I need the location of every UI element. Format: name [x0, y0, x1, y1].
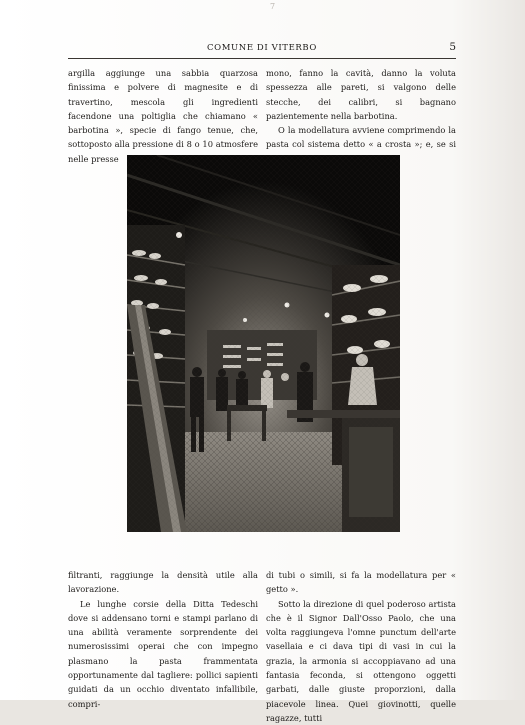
top-left-column — [68, 66, 258, 166]
paragraph: Sotto la direzione di quel poderoso artista che è il Signor Dall'Osso Paolo, che una volta raggiungeva l'omne punctum dell'arte vasellaia e ci dava tipi di vasi in cui la grazia, la armonia si accoppiavano ad una fantasia feconda, si ottengono oggetti garbati, dalle giuste proporzioni, dalla piacevole linea. Quei giovinotti, quelle ragazze, tutti — [266, 598, 456, 723]
paragraph: filtranti, raggiunge la densità utile alla lavorazione. — [68, 570, 258, 595]
bottom-left-column — [68, 568, 258, 711]
header-title: COMUNE DI VITERBO — [207, 43, 317, 53]
paragraph: mono, fanno la cavità, danno la voluta spessezza alle pareti, si valgono delle stecche, dei calibri, si bagnano pazientemente nella barbotina. — [266, 68, 456, 121]
page-number: 5 — [449, 41, 456, 53]
paragraph: Le lunghe corsie della Ditta Tedeschi dove si addensano torni e stampi parlano di una abilità veramente sorprendente dei numerosissimi operai che con impegno plasmano la pasta frammentata opportunamente dal tagliere: pollici sapienti guidati da un occhio diventato infallibile, compri- — [68, 598, 258, 709]
scan-mark: 7 — [270, 2, 276, 11]
photo-illustration — [127, 155, 400, 532]
paragraph: di tubi o simili, si fa la modellatura per « getto ». — [266, 570, 456, 595]
bottom-right-column — [266, 568, 456, 725]
running-header — [68, 42, 456, 56]
header-rule — [68, 58, 456, 59]
factory-interior-photo — [127, 155, 400, 532]
paragraph: argilla aggiunge una sabbia quarzosa finissima e polvere di magnesite e di travertino, mescola gli ingredienti facendone una poltiglia che chiamano « barbotina », specie di fango tenue, che, sottoposto alla pressione di 8 o 10 atmosfere nelle presse — [68, 68, 258, 164]
top-right-column — [266, 66, 456, 166]
paragraph: O la modellatura avviene comprimendo la pasta col sistema detto « a crosta »; e, se si — [266, 125, 456, 150]
